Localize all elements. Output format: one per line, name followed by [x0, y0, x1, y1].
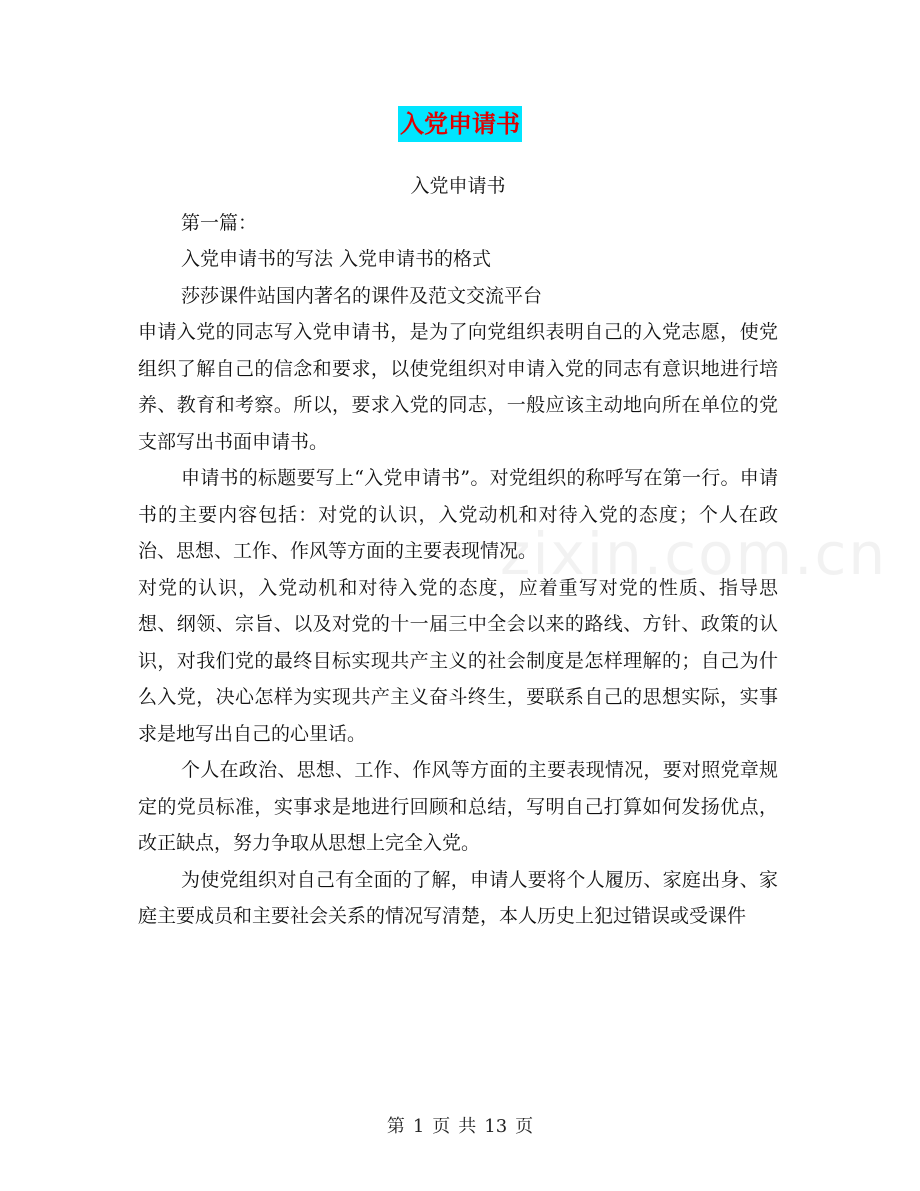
source-line: 莎莎课件站国内著名的课件及范文交流平台 — [181, 284, 543, 307]
footer-total-pages: 13 — [484, 1116, 508, 1137]
footer-page-number: 1 — [412, 1116, 425, 1137]
footer-total-prefix: 共 — [458, 1116, 477, 1137]
footer-page-mid: 页 — [432, 1116, 451, 1137]
page-footer — [0, 1112, 920, 1138]
heading-line: 入党申请书的写法 入党申请书的格式 — [181, 248, 492, 270]
watermark-text: zixin.com.cn — [500, 520, 888, 588]
paragraph-3: 对党的认识，入党动机和对待入党的态度，应着重写对党的性质、指导思想、纲领、宗旨、以及对党的十一届三中全会以来的路线、方针、政策的认识，对我们党的最终目标实现共产主义的社会制度是怎样理解的；自己为什么入党，决心怎样为实现共产主义奋斗终生，要联系自己的思想实际，实事求是地写出自己的心里话。 — [138, 576, 778, 745]
paragraph-5: 为使党组织对自己有全面的了解，申请人要将个人履历、家庭出身、家庭主要成员和主要社会关系的情况写清楚，本人历史上犯过错误或受课件 — [138, 868, 778, 927]
paragraph-2: 申请书的标题要写上“入党申请书”。对党组织的称呼写在第一行。申请书的主要内容包括：对党的认识，入党动机和对待入党的态度；个人在政治、思想、工作、作风等方面的主要表现情况。 — [138, 467, 778, 562]
paragraph-4: 个人在政治、思想、工作、作风等方面的主要表现情况，要对照党章规定的党员标准，实事求是地进行回顾和总结，写明自己打算如何发扬优点，改正缺点，努力争取从思想上完全入党。 — [138, 759, 778, 854]
paragraph-1: 申请入党的同志写入党申请书，是为了向党组织表明自己的入党志愿，使党组织了解自己的信念和要求，以使党组织对申请入党的同志有意识地进行培养、教育和考察。所以，要求入党的同志，一般应该主动地向所在单位的党支部写出书面申请书。 — [138, 321, 778, 453]
section-label: 第一篇： — [181, 211, 258, 234]
footer-page-prefix: 第 — [386, 1116, 405, 1137]
highlighted-title: 入党申请书 — [398, 106, 522, 142]
subtitle: 入党申请书 — [410, 175, 506, 197]
title-container — [0, 106, 920, 142]
footer-page-suffix: 页 — [515, 1116, 534, 1137]
document-body — [138, 168, 778, 935]
